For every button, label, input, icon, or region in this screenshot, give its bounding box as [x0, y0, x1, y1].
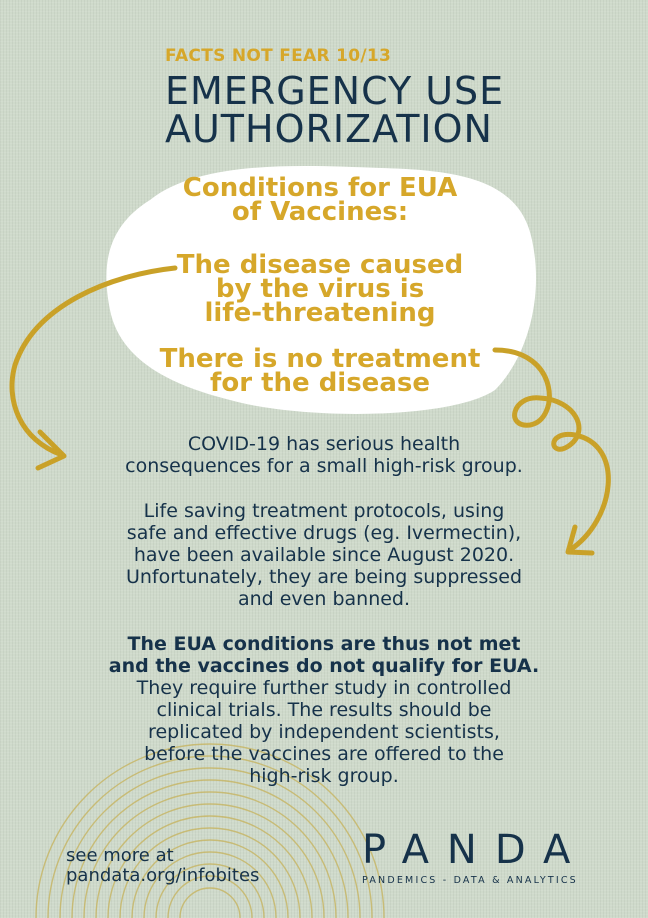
- paragraph-line: consequences for a small high-risk group.: [125, 455, 523, 477]
- conditions-heading-line: Conditions for EUA: [182, 173, 458, 203]
- paragraph-line: and even banned.: [237, 588, 411, 610]
- conclusion-bold-line: The EUA conditions are thus not met: [127, 633, 521, 655]
- condition-line: by the virus is: [215, 274, 425, 304]
- logo-wordmark: PANDA: [362, 827, 589, 873]
- paragraph-conclusion: [50, 633, 598, 787]
- condition-life-threatening: [130, 250, 510, 328]
- paragraph-line: have been available since August 2020.: [133, 544, 515, 566]
- see-more-label: see more at: [66, 845, 174, 866]
- condition-line: for the disease: [210, 368, 430, 398]
- paragraph-line: They require further study in controlled: [136, 677, 512, 699]
- conclusion-bold-line: and the vaccines do not qualify for EUA.: [108, 655, 540, 677]
- title-line-1: EMERGENCY USE: [165, 69, 505, 113]
- condition-no-treatment: [130, 344, 510, 398]
- page-title: [165, 69, 505, 151]
- panda-logo: [362, 829, 620, 886]
- title-line-2: AUTHORIZATION: [165, 107, 493, 151]
- condition-line: There is no treatment: [159, 344, 481, 374]
- paragraph-treatment-protocols: [60, 500, 588, 610]
- paragraph-line: replicated by independent scientists,: [148, 721, 500, 743]
- series-kicker: FACTS NOT FEAR 10/13: [165, 46, 392, 66]
- paragraph-line: COVID-19 has serious health: [187, 433, 461, 455]
- paragraph-line: Life saving treatment protocols, using: [143, 500, 505, 522]
- conditions-heading: [150, 173, 490, 227]
- paragraph-line: high-risk group.: [249, 765, 399, 787]
- logo-tagline: PANDEMICS - DATA & ANALYTICS: [362, 875, 578, 886]
- paragraph-line: clinical trials. The results should be: [156, 699, 492, 721]
- see-more-link: [66, 846, 259, 886]
- condition-line: life-threatening: [204, 298, 436, 328]
- conditions-heading-line: of Vaccines:: [231, 197, 409, 227]
- paragraph-line: Unfortunately, they are being suppressed: [125, 566, 523, 588]
- see-more-url: pandata.org/infobites: [66, 865, 260, 886]
- paragraph-line: before the vaccines are offered to the: [144, 743, 504, 765]
- condition-line: The disease caused: [176, 250, 464, 280]
- paragraph-line: safe and effective drugs (eg. Ivermectin),: [126, 522, 522, 544]
- paragraph-health-consequences: [60, 433, 588, 477]
